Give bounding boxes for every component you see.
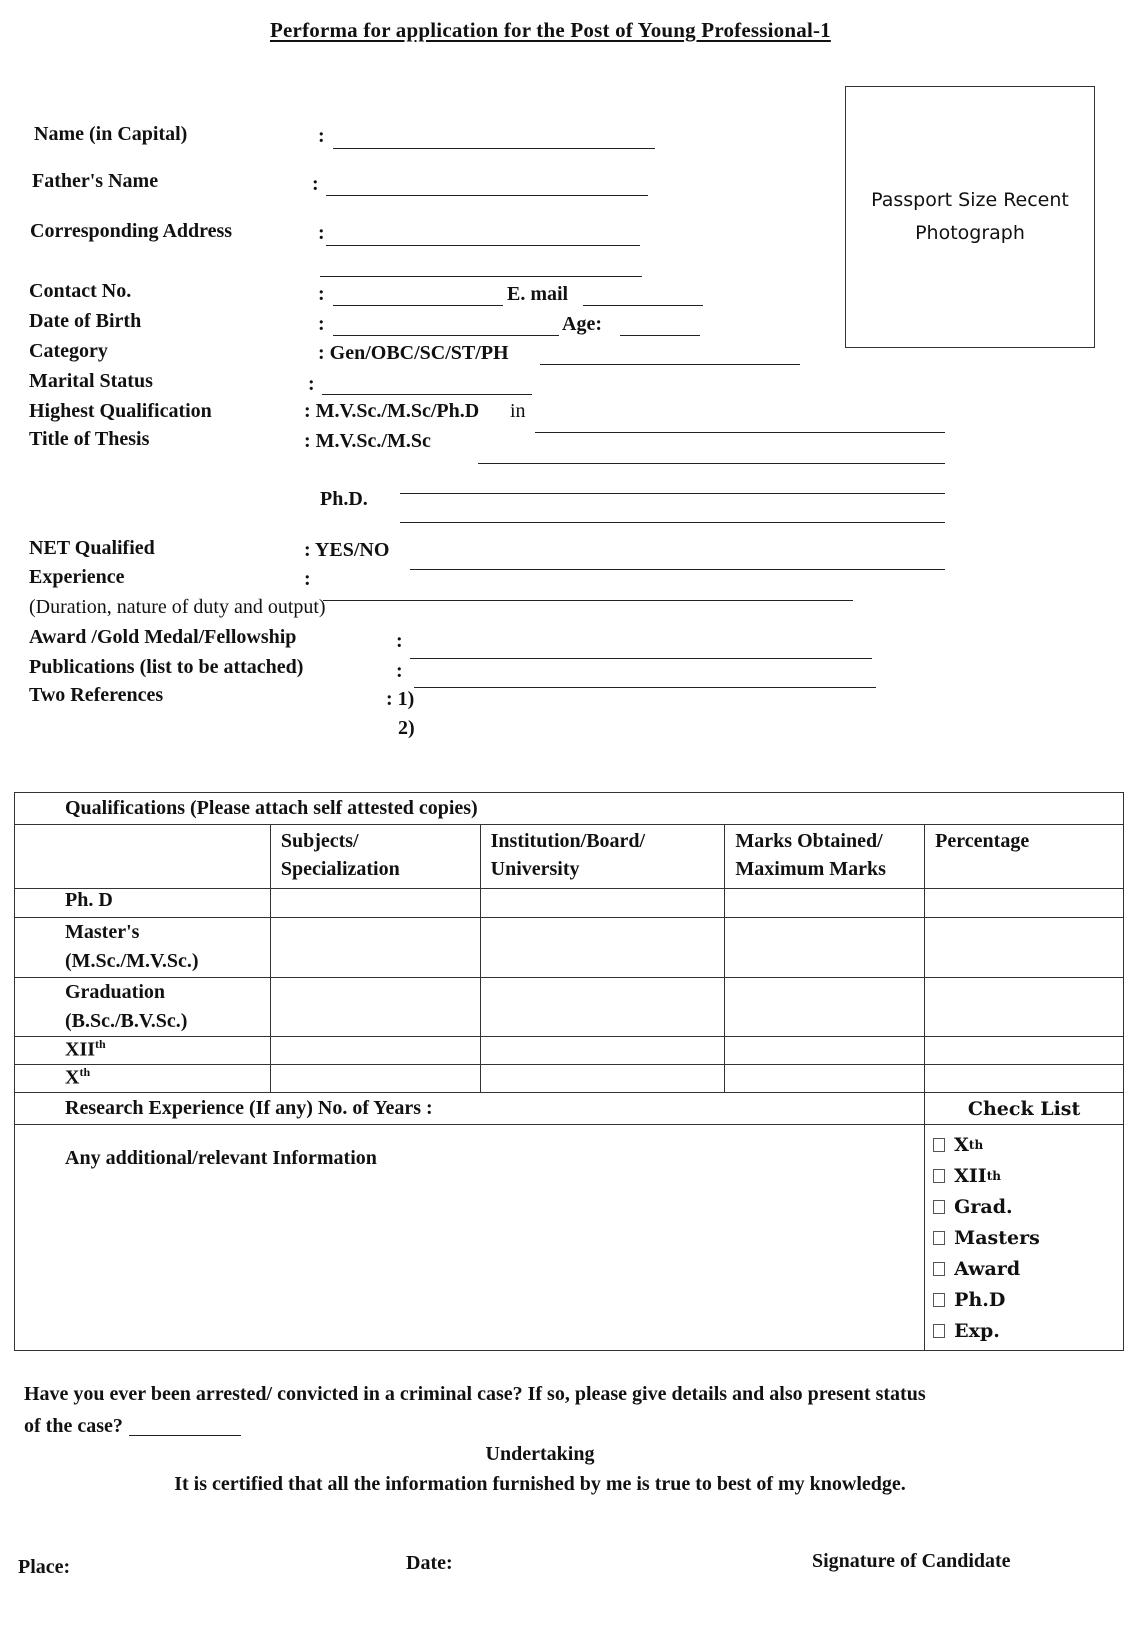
x-marks-cell[interactable]	[725, 1065, 925, 1093]
table-row	[15, 1065, 1124, 1093]
father-name-colon: :	[312, 173, 319, 195]
qualifications-table	[14, 792, 1124, 1351]
dob-colon: :	[318, 313, 325, 335]
thesis-masters-field-line1[interactable]	[478, 463, 945, 464]
category-label: Category	[29, 340, 108, 362]
header-percentage: Percentage	[925, 825, 1124, 889]
experience-label: Experience	[29, 566, 125, 588]
checklist-title: Check List	[925, 1093, 1124, 1125]
address-field-line1[interactable]	[326, 245, 640, 246]
thesis-label: Title of Thesis	[29, 428, 150, 450]
checklist-item-exp[interactable]: Exp.	[929, 1315, 1119, 1346]
table-header-row	[15, 825, 1124, 889]
table-row	[15, 889, 1124, 918]
checkbox-icon[interactable]	[933, 1324, 945, 1338]
name-colon: :	[318, 125, 325, 147]
photo-label-line1: Passport Size Recent	[871, 189, 1069, 211]
award-field[interactable]	[410, 658, 872, 659]
contact-field[interactable]	[333, 305, 503, 306]
checklist-item-grad[interactable]: Grad.	[929, 1191, 1119, 1222]
table-row	[15, 1037, 1124, 1065]
age-label: Age:	[562, 313, 602, 335]
xii-institution-cell[interactable]	[480, 1037, 725, 1065]
marital-status-field[interactable]	[322, 394, 532, 395]
publications-colon: :	[396, 660, 403, 682]
marital-status-colon: :	[308, 373, 315, 395]
highest-qualification-in: in	[510, 400, 526, 422]
checkbox-icon[interactable]	[933, 1200, 945, 1214]
graduation-marks-cell[interactable]	[725, 978, 925, 1037]
father-name-field[interactable]	[326, 195, 648, 196]
undertaking-text: It is certified that all the information furnished by me is true to best of my knowledge.	[174, 1473, 906, 1495]
category-field[interactable]	[540, 364, 800, 365]
checkbox-icon[interactable]	[933, 1231, 945, 1245]
experience-field[interactable]	[323, 600, 853, 601]
publications-label: Publications (list to be attached)	[29, 656, 304, 678]
checklist-item-masters[interactable]: Masters	[929, 1222, 1119, 1253]
masters-marks-cell[interactable]	[725, 918, 925, 978]
highest-qualification-options: : M.V.Sc./M.Sc/Ph.D	[304, 400, 480, 422]
thesis-phd-field[interactable]	[400, 522, 945, 523]
date-label[interactable]: Date:	[406, 1552, 453, 1574]
net-qualified-options: : YES/NO	[304, 539, 390, 561]
highest-qualification-label: Highest Qualification	[29, 400, 212, 422]
experience-note: (Duration, nature of duty and output)	[29, 596, 326, 618]
net-qualified-field[interactable]	[410, 569, 945, 570]
address-label: Corresponding Address	[30, 220, 233, 242]
signature-label[interactable]: Signature of Candidate	[812, 1550, 1011, 1572]
reference-2[interactable]: 2)	[398, 717, 415, 739]
thesis-masters-label: : M.V.Sc./M.Sc	[304, 430, 431, 452]
dob-label: Date of Birth	[29, 310, 142, 332]
row-label-xii: XIIth	[15, 1037, 271, 1065]
thesis-masters-field-line2[interactable]	[400, 493, 945, 494]
address-field-line2[interactable]	[320, 276, 642, 277]
masters-percentage-cell[interactable]	[925, 918, 1124, 978]
checkbox-icon[interactable]	[933, 1138, 945, 1152]
father-name-label: Father's Name	[32, 170, 159, 192]
checklist-item-award[interactable]: Award	[929, 1253, 1119, 1284]
x-institution-cell[interactable]	[480, 1065, 725, 1093]
award-label: Award /Gold Medal/Fellowship	[29, 626, 297, 648]
photo-placeholder[interactable]	[845, 86, 1095, 348]
phd-institution-cell[interactable]	[480, 889, 725, 918]
table-row	[15, 918, 1124, 978]
age-field[interactable]	[620, 335, 700, 336]
reference-1[interactable]: : 1)	[386, 688, 415, 710]
header-marks: Marks Obtained/ Maximum Marks	[725, 825, 925, 889]
email-field[interactable]	[583, 305, 703, 306]
address-colon: :	[318, 222, 325, 244]
award-colon: :	[396, 630, 403, 652]
research-experience-field[interactable]: Research Experience (If any) No. of Years :	[15, 1093, 925, 1125]
dob-field[interactable]	[333, 335, 559, 336]
x-percentage-cell[interactable]	[925, 1065, 1124, 1093]
references-label: Two References	[29, 684, 164, 706]
checklist-item-x[interactable]: X th	[929, 1129, 1119, 1160]
header-subjects: Subjects/ Specialization	[270, 825, 480, 889]
graduation-subjects-cell[interactable]	[270, 978, 480, 1037]
xii-subjects-cell[interactable]	[270, 1037, 480, 1065]
name-field[interactable]	[333, 148, 655, 149]
research-experience-row	[15, 1093, 1124, 1125]
phd-subjects-cell[interactable]	[270, 889, 480, 918]
row-label-x: Xth	[15, 1065, 271, 1093]
net-qualified-label: NET Qualified	[29, 537, 155, 559]
xii-percentage-cell[interactable]	[925, 1037, 1124, 1065]
phd-percentage-cell[interactable]	[925, 889, 1124, 918]
photo-label-line2: Photograph	[915, 222, 1025, 244]
name-label: Name (in Capital)	[34, 123, 188, 145]
phd-marks-cell[interactable]	[725, 889, 925, 918]
masters-institution-cell[interactable]	[480, 918, 725, 978]
category-options: : Gen/OBC/SC/ST/PH	[318, 342, 509, 364]
row-label-graduation: Graduation (B.Sc./B.V.Sc.)	[15, 978, 271, 1037]
header-blank	[15, 825, 271, 889]
thesis-phd-label: Ph.D.	[320, 488, 368, 510]
additional-info-row	[15, 1125, 1124, 1351]
marital-status-label: Marital Status	[29, 370, 153, 392]
checklist-item-xii[interactable]: XII th	[929, 1160, 1119, 1191]
checklist	[925, 1125, 1124, 1351]
contact-label: Contact No.	[29, 280, 132, 302]
graduation-institution-cell[interactable]	[480, 978, 725, 1037]
row-label-masters: Master's (M.Sc./M.V.Sc.)	[15, 918, 271, 978]
xii-marks-cell[interactable]	[725, 1037, 925, 1065]
table-row	[15, 978, 1124, 1037]
x-subjects-cell[interactable]	[270, 1065, 480, 1093]
checkbox-icon[interactable]	[933, 1262, 945, 1276]
qualifications-caption: Qualifications (Please attach self attested copies)	[15, 793, 1124, 825]
publications-field[interactable]	[414, 687, 876, 688]
qualifications-caption-row	[15, 793, 1124, 825]
email-label: E. mail	[507, 283, 569, 305]
graduation-percentage-cell[interactable]	[925, 978, 1124, 1037]
highest-qualification-field[interactable]	[535, 432, 945, 433]
row-label-phd: Ph. D	[15, 889, 271, 918]
additional-info-field[interactable]: Any additional/relevant Information	[15, 1125, 925, 1351]
contact-colon: :	[318, 283, 325, 305]
checkbox-icon[interactable]	[933, 1293, 945, 1307]
checklist-item-phd[interactable]: Ph.D	[929, 1284, 1119, 1315]
form-title: Performa for application for the Post of Young Professional-1	[270, 18, 831, 42]
undertaking-heading: Undertaking	[485, 1443, 595, 1465]
checkbox-icon[interactable]	[933, 1169, 945, 1183]
criminal-case-field[interactable]	[129, 1435, 241, 1436]
masters-subjects-cell[interactable]	[270, 918, 480, 978]
experience-colon: :	[304, 568, 311, 590]
place-label[interactable]: Place:	[18, 1556, 71, 1578]
criminal-question: Have you ever been arrested/ convicted in a criminal case? If so, please give details and also present status of the case?	[24, 1383, 926, 1437]
header-institution: Institution/Board/ University	[480, 825, 725, 889]
